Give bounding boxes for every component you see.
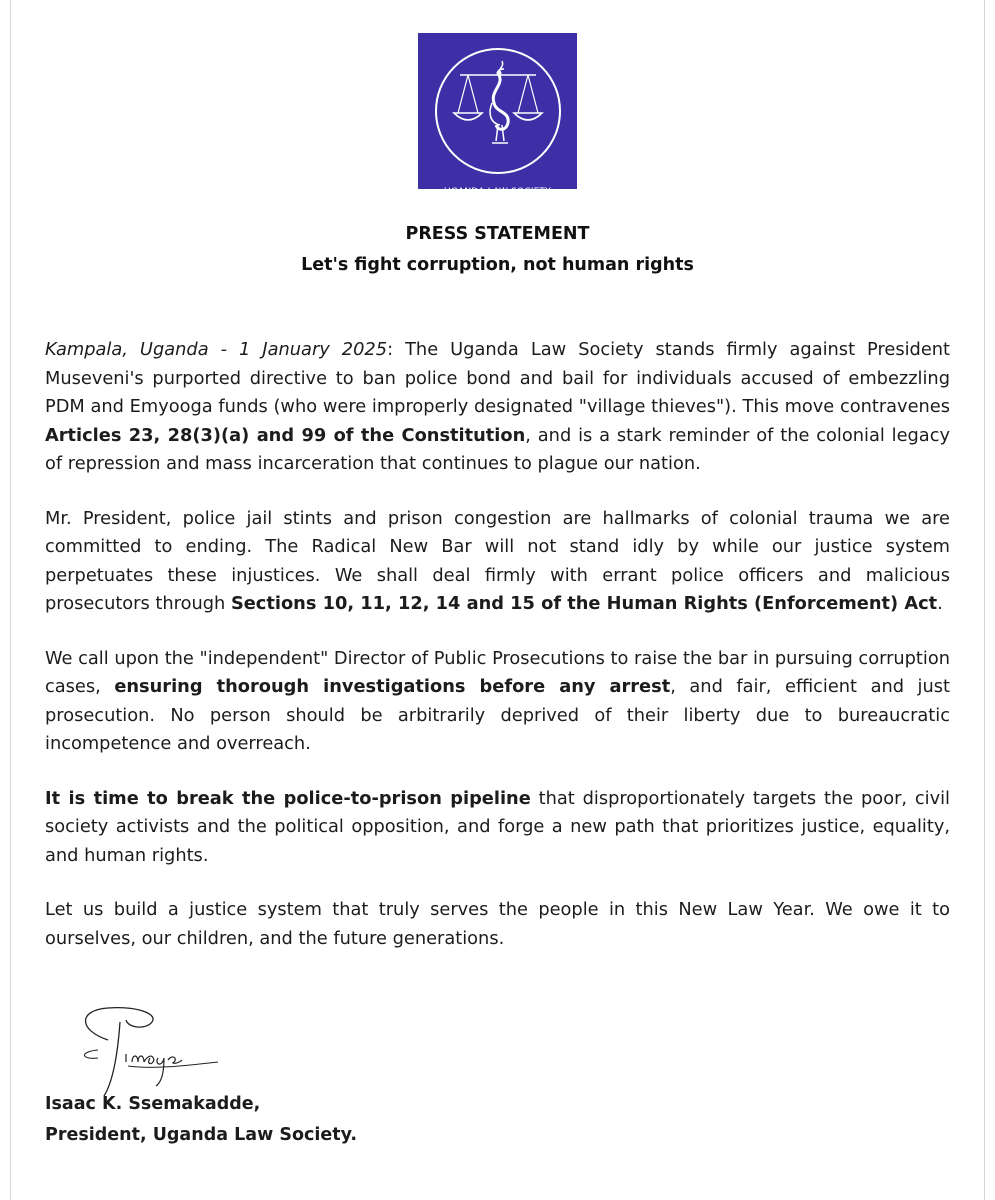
logo-org-name: UGANDA LAW SOCIETY <box>444 187 551 197</box>
paragraph-3-bold: ensuring thorough investigations before any arrest <box>114 676 671 697</box>
paragraph-2-text-b: . <box>937 593 943 614</box>
statement-body <box>45 336 950 979</box>
uganda-law-society-logo <box>418 33 577 197</box>
paragraph-2-bold: Sections 10, 11, 12, 14 and 15 of the Human Rights (Enforcement) Act <box>230 593 938 614</box>
paragraph-1-text-b: , and is a stark reminder of the colonial legacy of repression and mass incarceration that continues to plague our nation. <box>45 424 951 474</box>
paragraph-5-text-a: Let us build a justice system that truly serves the people in this New Law Year. We owe it to ourselves, our children, and the future generations. <box>45 899 950 949</box>
scales-and-crane-icon <box>418 33 577 189</box>
paragraph-3-text-b: , and fair, efficient and just prosecution. No person should be arbitrarily deprived of their liberty due to bureaucratic incompetence and overreach. <box>45 676 951 754</box>
press-statement-subtitle: Let's fight corruption, not human rights <box>301 255 694 275</box>
paragraph-3 <box>45 645 950 759</box>
paragraph-3-text-a: We call upon the "independent" Director of Public Prosecutions to raise the bar in pursuing corruption cases, <box>45 647 950 697</box>
press-statement-title: PRESS STATEMENT <box>405 224 590 244</box>
paragraph-5 <box>45 896 950 953</box>
paragraph-2-text-a: Mr. President, police jail stints and prison congestion are hallmarks of colonial trauma we are committed to ending. The Radical New Bar will not stand idly by while our justice system perpetuates these injustices. We shall deal firmly with errant police officers and malicious prosecutors through <box>45 507 950 614</box>
signatory-name: Isaac K. Ssemakadde, <box>45 1094 261 1114</box>
paragraph-1 <box>45 336 950 479</box>
paragraph-1-bold: Articles 23, 28(3)(a) and 99 of the Constitution <box>45 424 526 446</box>
paragraph-1-text-a: : The Uganda Law Society stands firmly against President Museveni's purported directive to ban police bond and bail for individuals accused of embezzling PDM and Emyooga funds (who were improperly designated "village thieves"). This move contravenes <box>45 339 950 417</box>
paragraph-4-bold: It is time to break the police-to-prison pipeline <box>45 787 531 809</box>
signatory-title: President, Uganda Law Society. <box>45 1125 358 1145</box>
paragraph-2 <box>45 505 950 619</box>
paragraph-4 <box>45 785 950 871</box>
dateline: Kampala, Uganda - 1 January 2025 <box>45 339 388 360</box>
paragraph-4-text-b: that disproportionately targets the poor, civil society activists and the political opposition, and forge a new path that prioritizes justice, equality, and human rights. <box>45 787 950 866</box>
